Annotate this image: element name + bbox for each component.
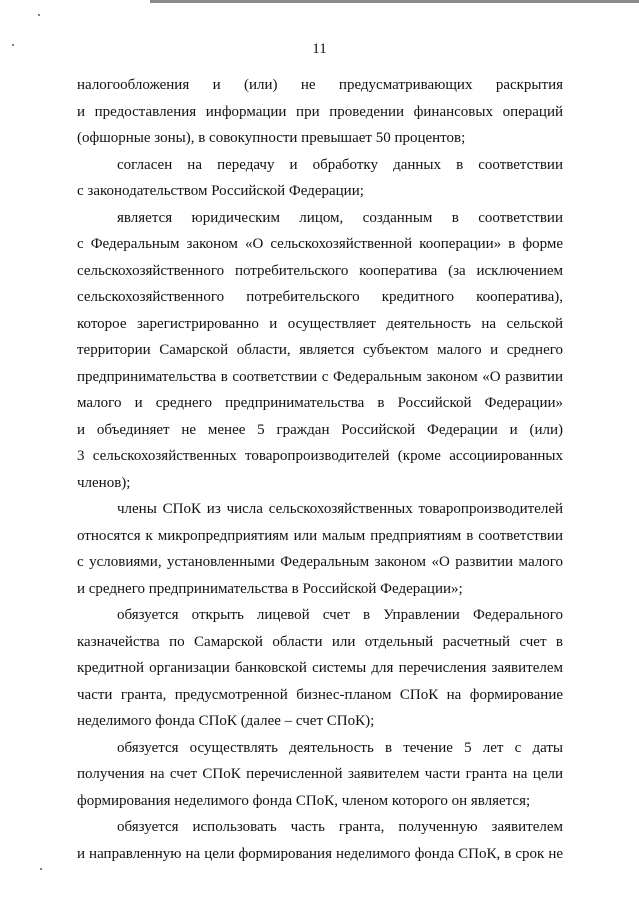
scan-speck [40, 868, 42, 870]
text-line: и направленную на цели формирования неделимого фонда СПоК, в срок не [77, 845, 563, 862]
page-number: 11 [312, 41, 327, 57]
paragraph-p5 [77, 602, 563, 735]
text-line: неделимого фонда СПоК (далее – счет СПоК); [77, 713, 375, 729]
text-line: территории Самарской области, является субъектом малого и среднего [77, 342, 563, 358]
text-line: казначейства по Самарской области или отдельный расчетный счет в [77, 633, 563, 650]
text-line: согласен на передачу и обработку данных в соответствии [117, 156, 563, 173]
text-line: члены СПоК из числа сельскохозяйственных товаропроизводителей [117, 501, 563, 517]
text-line: 3 сельскохозяйственных товаропроизводителей (кроме ассоциированных [77, 448, 563, 464]
paragraph-p3 [77, 205, 563, 497]
text-line: с Федеральным законом «О сельскохозяйственной кооперации» в форме [77, 236, 563, 252]
paragraph-p4 [77, 496, 563, 602]
text-line: которое зарегистрированно и осуществляет деятельность на сельской [77, 315, 563, 332]
text-line: и предоставления информации при проведении финансовых операций [77, 103, 563, 120]
paragraph-p6 [77, 735, 563, 815]
scan-top-edge [150, 0, 639, 3]
text-line: предпринимательства в соответствии с Федеральным законом «О развитии [77, 368, 563, 385]
text-line: сельскохозяйственного потребительского кооператива (за исключением [77, 262, 563, 279]
text-line: с условиями, установленными Федеральным законом «О развитии малого [77, 554, 563, 570]
text-line: с законодательством Российской Федерации; [77, 183, 364, 199]
text-line: и среднего предпринимательства в Российской Федерации»; [77, 580, 463, 597]
text-line: относятся к микропредприятиям или малым предприятиям в соответствии [77, 527, 563, 544]
text-line: сельскохозяйственного потребительского кредитного кооператива), [77, 289, 563, 305]
text-line: (офшорные зоны), в совокупности превышает 50 процентов; [77, 130, 466, 146]
text-line: обязуется открыть лицевой счет в Управлении Федерального [117, 607, 563, 623]
text-line: и объединяет не менее 5 граждан Российской Федерации и (или) [77, 421, 563, 438]
text-line: получения на счет СПоК перечисленной заявителем части гранта на цели [77, 766, 563, 782]
paragraph-p7 [77, 814, 563, 867]
text-line: обязуется осуществлять деятельность в течение 5 лет с даты [117, 739, 563, 756]
text-line: членов); [77, 474, 131, 491]
paragraph-p1 [77, 72, 563, 152]
text-line: является юридическим лицом, созданным в соответствии [117, 209, 563, 226]
document-body [77, 72, 563, 867]
text-line: формирования неделимого фонда СПоК, членом которого он является; [77, 792, 531, 809]
text-line: части гранта, предусмотренной бизнес-планом СПоК на формирование [77, 686, 563, 703]
text-line: налогообложения и (или) не предусматривающих раскрытия [77, 77, 563, 93]
scan-speck [38, 14, 40, 16]
paragraph-p2 [77, 152, 563, 205]
text-line: обязуется использовать часть гранта, полученную заявителем [117, 819, 563, 835]
text-line: малого и среднего предпринимательства в Российской Федерации» [77, 395, 563, 411]
text-line: кредитной организации банковской системы для перечисления заявителем [77, 660, 563, 676]
